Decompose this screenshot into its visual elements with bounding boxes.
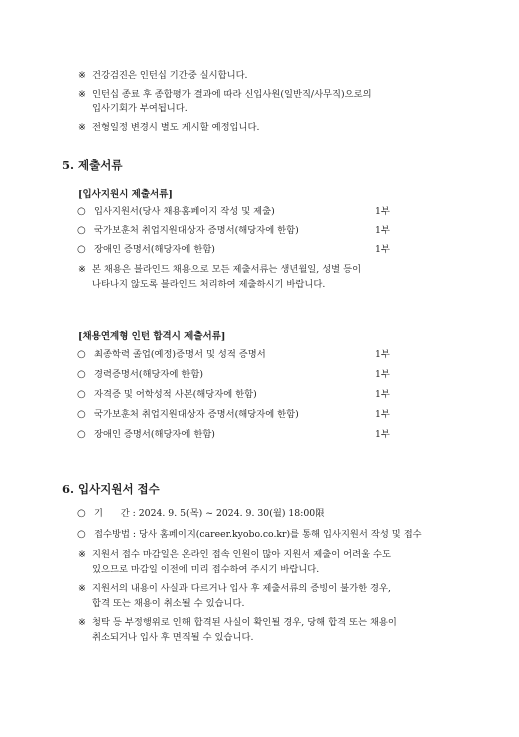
reference-mark: ※ <box>78 549 86 560</box>
section-heading-documents: 5. 제출서류 <box>62 158 123 172</box>
circle-bullet-icon: ○ <box>77 508 86 519</box>
circle-bullet-icon: ○ <box>77 349 86 360</box>
circle-bullet-icon: ○ <box>77 369 86 380</box>
quantity: 1부 <box>375 244 390 255</box>
section-heading-application: 6. 입사지원서 접수 <box>62 482 160 496</box>
reference-mark: ※ <box>78 264 86 275</box>
subheading-pass-docs: [채용연계형 인턴 합격시 제출서류] <box>78 331 226 342</box>
quantity: 1부 <box>375 349 390 360</box>
reference-mark: ※ <box>78 122 86 133</box>
quantity: 1부 <box>375 369 390 380</box>
circle-bullet-icon: ○ <box>77 429 86 440</box>
subheading-application-docs: [입사지원시 제출서류] <box>78 189 173 200</box>
reference-mark: ※ <box>78 89 86 100</box>
quantity: 1부 <box>375 206 390 217</box>
quantity: 1부 <box>375 225 390 236</box>
reference-mark: ※ <box>78 70 86 81</box>
reference-mark: ※ <box>78 583 86 594</box>
circle-bullet-icon: ○ <box>77 389 86 400</box>
quantity: 1부 <box>375 389 390 400</box>
circle-bullet-icon: ○ <box>77 244 86 255</box>
circle-bullet-icon: ○ <box>77 409 86 420</box>
reference-mark: ※ <box>78 617 86 628</box>
quantity: 1부 <box>375 429 390 440</box>
circle-bullet-icon: ○ <box>77 225 86 236</box>
circle-bullet-icon: ○ <box>77 206 86 217</box>
document-page: ※ 건강검진은 인턴십 기간중 실시합니다. ※ 인턴십 종료 후 종합평가 결과에 따라 신입사원(일반직/사무직)으로의 입사기회가 부여됩니다. ※ 전형일정 변경시 별도 게시할 예정입니다. 5. 제출서류 [입사지원시 제출서류] ○ 입사지원서(당사 채용홈페이지 작성 및 제출) 1부 ○ 국가보훈처 취업지원대상자 증명서(해당자에 한함) 1부 ○ 장애인 증명서(해당자에 한함) 1부 ※ 본 채용은 블라인드 채용으로 모든 제출서류는 생년월일, 성별 등이 나타나지 않도록 블라인드 처리하여 제출하시기 바랍니다. [채용연계형 인턴 합격시 제출서류] ○ 최종학력 졸업(예정)증명서 및 성적 증명서 1부 ○ 경력증명서(해당자에 한함) 1부 ○ 자격증 및 어학성적 사본(해당자에 한함) 1부 ○ 국가보훈처 취업지원대상자 증명서(해당자에 한함) 1부 ○ 장애인 증명서(해당자에 한함) 1부 6. 입사지원서 접수 ○ 기 간 : 2024. 9. 5(목) ~ 2024. 9. 30(월) 18:00限 ○ 접수방법 : 당사 홈페이지(career.kyobo.co.kr)를 통해 입사지원서 작성 및 접수 ※ 지원서 접수 마감일은 온라인 접속 인원이 많아 지원서 제출이 어려울 수도 있으므로 마감일 이전에 미리 접수하여 주시기 바랍니다. ※ 지원서의 내용이 사실과 다르거나 입사 후 제출서류의 증빙이 불가한 경우, 합격 또는 채용이 취소될 수 있습니다. ※ 청탁 등 부정행위로 인해 합격된 사실이 확인될 경우, 당해 합격 또는 채용이 취소되거나 입사 후 면직될 수 있습니다. <box>62 70 422 643</box>
circle-bullet-icon: ○ <box>77 529 86 540</box>
quantity: 1부 <box>375 409 390 420</box>
